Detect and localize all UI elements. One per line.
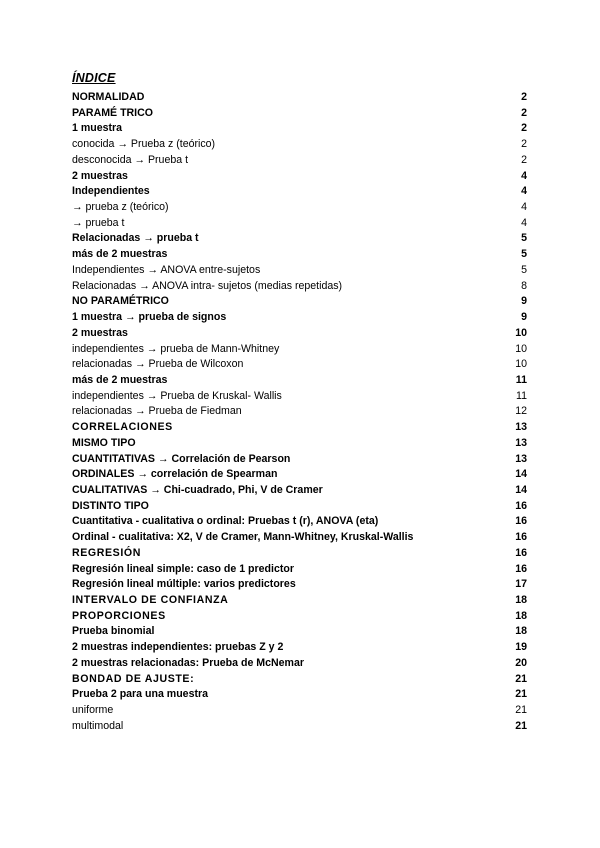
toc-entry-label: Relacionadas → ANOVA intra- sujetos (medias repetidas) — [72, 279, 343, 292]
toc-entry-label: independientes → prueba de Mann-Whitney — [72, 342, 280, 355]
toc-entry-page: 5 — [521, 263, 527, 276]
toc-entry-page: 14 — [515, 468, 527, 481]
toc-entry-label: PARAMÉ TRICO — [72, 106, 154, 119]
toc-entry-label: DISTINTO TIPO — [72, 499, 149, 512]
toc-entry-label: BONDAD DE AJUSTE: — [72, 672, 195, 685]
toc-entry-page: 16 — [515, 499, 527, 512]
toc-entry[interactable] — [72, 326, 528, 342]
toc-entry-label: → prueba z (teórico) — [72, 201, 169, 214]
toc-entry-label: relacionadas → Prueba de Wilcoxon — [72, 358, 244, 371]
toc-entry-page: 21 — [515, 719, 527, 732]
toc-entry-page: 4 — [521, 216, 527, 229]
toc-entry[interactable] — [72, 357, 528, 373]
toc-entry-label: Independientes — [72, 185, 150, 198]
toc-entry-label: relacionadas → Prueba de Fiedman — [72, 405, 242, 418]
toc-title: ÍNDICE — [72, 71, 116, 85]
toc-entry[interactable] — [72, 404, 528, 420]
toc-entry-label: ORDINALES → correlación de Spearman — [72, 468, 278, 481]
toc-entry-page: 20 — [515, 656, 527, 669]
toc-entry-label: 1 muestra → prueba de signos — [72, 311, 227, 324]
toc-entry-page: 12 — [515, 405, 527, 418]
toc-entry[interactable] — [72, 342, 528, 358]
toc-entry-page: 2 — [521, 91, 527, 103]
toc-entry-page: 17 — [515, 578, 527, 591]
toc-entry-page: 4 — [521, 201, 527, 214]
toc-entry-label: MISMO TIPO — [72, 436, 136, 449]
toc-entry-page: 13 — [515, 421, 527, 434]
toc-entry[interactable] — [72, 373, 528, 389]
toc-entry[interactable] — [72, 137, 528, 153]
toc-entry[interactable] — [72, 436, 528, 452]
toc-entry-label: independientes → Prueba de Kruskal- Wallis — [72, 389, 282, 402]
toc-entry-label: → prueba t — [72, 216, 125, 229]
toc-entry-page: 5 — [521, 232, 527, 245]
toc-entry-page: 21 — [515, 688, 527, 701]
toc-entry-label: CORRELACIONES — [72, 421, 173, 434]
toc-entry-label: INTERVALO DE CONFIANZA — [72, 594, 229, 606]
toc-entry[interactable] — [72, 90, 528, 106]
toc-entry-label: uniforme — [72, 704, 114, 717]
toc-entry[interactable] — [72, 609, 528, 625]
toc-entry-label: desconocida → Prueba t — [72, 153, 189, 166]
toc-entry[interactable] — [72, 184, 528, 200]
toc-entry-page: 2 — [521, 138, 527, 151]
toc-entry[interactable] — [72, 656, 528, 672]
toc-entry-page: 11 — [515, 373, 527, 386]
toc-entry-page: 11 — [516, 389, 527, 402]
toc-entry-page: 4 — [521, 185, 527, 198]
toc-entry[interactable] — [72, 719, 528, 735]
toc-entry[interactable] — [72, 546, 528, 562]
toc-entry-label: Cuantitativa - cualitativa o ordinal: Pruebas t (r), ANOVA (eta) — [72, 515, 379, 528]
toc-entry-label: NORMALIDAD — [72, 91, 145, 103]
toc-entry[interactable] — [72, 483, 528, 499]
toc-entry-page: 13 — [515, 452, 527, 465]
toc-entry[interactable] — [72, 231, 528, 247]
toc-entry-page: 21 — [515, 704, 527, 717]
toc-entry[interactable] — [72, 153, 528, 169]
toc-entry-label: multimodal — [72, 719, 124, 732]
toc-entry[interactable] — [72, 499, 528, 515]
toc-entry[interactable] — [72, 452, 528, 468]
toc-entry[interactable] — [72, 200, 528, 216]
toc-entry-page: 19 — [515, 641, 527, 654]
toc-entry[interactable] — [72, 247, 528, 263]
toc-entry-page: 2 — [521, 106, 527, 119]
toc-entry-page: 2 — [521, 153, 527, 166]
toc-entry[interactable] — [72, 514, 528, 530]
toc-entry-label: Prueba binomial — [72, 625, 155, 638]
toc-entry-label: Ordinal - cualitativa: X2, V de Cramer, Mann-Whitney, Kruskal-Wallis — [72, 531, 414, 544]
toc-entry[interactable] — [72, 624, 528, 640]
toc-entry-label: 1 muestra — [72, 122, 123, 135]
toc-entry[interactable] — [72, 577, 528, 593]
toc-entry-page: 4 — [521, 169, 527, 182]
toc-entry[interactable] — [72, 216, 528, 232]
toc-entry-page: 10 — [515, 326, 527, 339]
toc-entry[interactable] — [72, 106, 528, 122]
toc-entry-label: 2 muestras — [72, 326, 128, 339]
toc-entry[interactable] — [72, 703, 528, 719]
toc-entry-page: 8 — [521, 279, 527, 292]
toc-entry-page: 18 — [515, 609, 527, 622]
toc-entry-label: 2 muestras independientes: pruebas Z y 2 — [72, 641, 284, 654]
toc-entry-label: CUANTITATIVAS → Correlación de Pearson — [72, 452, 291, 465]
toc-entry-label: más de 2 muestras — [72, 248, 168, 261]
toc-entry-label: Prueba 2 para una muestra — [72, 688, 209, 701]
toc-entry-label: Independientes → ANOVA entre-sujetos — [72, 263, 261, 276]
toc-entry[interactable] — [72, 467, 528, 483]
toc-entry-label: REGRESIÓN — [72, 546, 141, 559]
toc-entry-label: Regresión lineal simple: caso de 1 predictor — [72, 562, 294, 575]
toc-entry-page: 16 — [515, 546, 527, 559]
toc-entry-label: Regresión lineal múltiple: varios predictores — [72, 578, 296, 591]
toc-entry-page: 16 — [515, 562, 527, 575]
toc-entry[interactable] — [72, 530, 528, 546]
toc-entry-page: 13 — [515, 436, 527, 449]
toc-entry[interactable] — [72, 562, 528, 578]
toc-entry[interactable] — [72, 310, 528, 326]
toc-entry-page: 14 — [515, 483, 527, 496]
toc-entry-label: PROPORCIONES — [72, 609, 166, 622]
toc-entry[interactable] — [72, 687, 528, 703]
toc-entry-label: conocida → Prueba z (teórico) — [72, 138, 216, 151]
toc-entry[interactable] — [72, 672, 528, 688]
toc-entry[interactable] — [72, 121, 528, 137]
toc-entry-page: 18 — [515, 625, 527, 638]
toc-entry-page: 16 — [515, 515, 527, 528]
toc-entry[interactable] — [72, 279, 528, 295]
toc-entry[interactable] — [72, 389, 528, 405]
toc-entry[interactable] — [72, 169, 528, 185]
toc-entry[interactable] — [72, 593, 528, 609]
toc-entry-label: 2 muestras relacionadas: Prueba de McNemar — [72, 656, 304, 669]
toc-entry-page: 10 — [515, 358, 527, 371]
toc-entry[interactable] — [72, 294, 528, 310]
toc-entry[interactable] — [72, 640, 528, 656]
toc-entry-page: 2 — [521, 122, 527, 135]
toc-entry-label: más de 2 muestras — [72, 373, 168, 386]
toc-entry-page: 9 — [521, 295, 527, 308]
toc-entry-label: Relacionadas → prueba t — [72, 232, 199, 245]
toc-entry-page: 16 — [515, 531, 527, 544]
toc-entry-page: 10 — [515, 342, 527, 355]
toc-entry-page: 18 — [515, 594, 527, 606]
toc-entry[interactable] — [72, 263, 528, 279]
toc-entry-page: 21 — [515, 672, 527, 685]
toc-entry-page: 5 — [521, 248, 527, 261]
toc-entry[interactable] — [72, 420, 528, 436]
toc-entry-label: 2 muestras — [72, 169, 128, 182]
toc-entry-label: NO PARAMÉTRICO — [72, 295, 169, 308]
toc-entry-label: CUALITATIVAS → Chi-cuadrado, Phi, V de Cramer — [72, 483, 323, 496]
table-of-contents — [72, 90, 528, 734]
toc-entry-page: 9 — [521, 311, 527, 324]
